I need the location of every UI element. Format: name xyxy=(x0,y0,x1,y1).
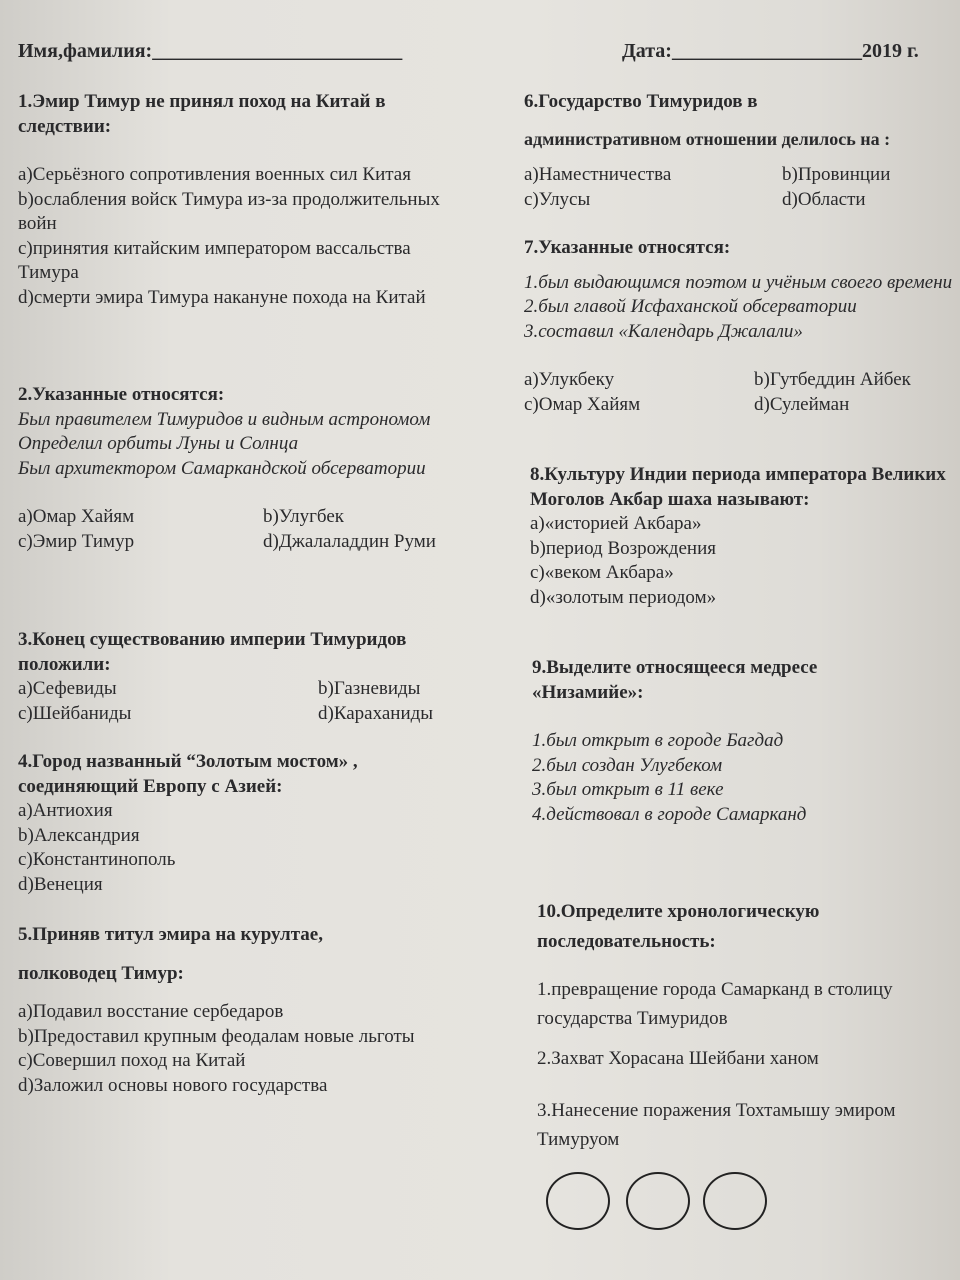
date-label: Дата: xyxy=(622,40,672,62)
question-2-option-c: c)Эмир Тимур xyxy=(18,530,135,552)
question-3-title: 3.Конец существованию империи Тимуридов положили: xyxy=(18,629,407,675)
question-2-title: 2.Указанные относятся: xyxy=(18,384,225,405)
question-5-title-line-2: полководец Тимур: xyxy=(18,962,184,984)
question-10 xyxy=(537,897,947,1154)
question-4 xyxy=(18,750,438,897)
answer-circle-3[interactable] xyxy=(703,1172,767,1230)
question-2-statement: Был архитектором Самаркандской обсерватории xyxy=(18,457,426,479)
question-5-option-a: a)Подавил восстание сербедаров xyxy=(18,1001,284,1022)
name-field xyxy=(18,40,402,63)
question-9-title: 9.Выделите относящееся медресе «Низамийе»: xyxy=(532,657,818,703)
question-2-statement: Был правителем Тимуридов и видным астрономом xyxy=(18,408,431,430)
question-6-option-a: a)Наместничества xyxy=(524,164,672,185)
question-9-statement: 3.был открыт в 11 веке xyxy=(532,779,724,800)
question-2-statement: Определил орбиты Луны и Солнца xyxy=(18,433,299,454)
question-1 xyxy=(18,90,468,310)
question-1-option-a: a)Серьёзного сопротивления военных сил Китая xyxy=(18,164,411,185)
question-8-option-b: b)период Возрождения xyxy=(530,537,716,559)
question-1-option-b: b)ослабления войск Тимура из-за продолжительных войн xyxy=(18,188,440,234)
answer-circle-1[interactable] xyxy=(546,1172,610,1230)
question-6-title-line-1: 6.Государство Тимуридов в xyxy=(524,91,758,112)
question-2-option-a: a)Омар Хайям xyxy=(18,506,135,527)
question-1-option-c: c)принятия китайским императором вассальства Тимура xyxy=(18,237,411,283)
question-7-statement: 3.составил «Календарь Джалали» xyxy=(524,320,803,342)
question-9 xyxy=(532,656,892,827)
question-8-title: 8.Культуру Индии периода императора Великих Моголов Акбар шаха называют: xyxy=(530,464,946,510)
question-7-option-d: d)Сулейман xyxy=(754,393,850,415)
question-4-option-c: c)Константинополь xyxy=(18,849,176,870)
question-7 xyxy=(524,236,954,417)
question-4-option-b: b)Александрия xyxy=(18,824,140,846)
name-blank-line: _________________________ xyxy=(152,40,403,62)
question-5-option-d: d)Заложил основы нового государства xyxy=(18,1074,328,1096)
question-8-option-a: a)«историей Акбара» xyxy=(530,513,702,534)
question-3-option-a: a)Сефевиды xyxy=(18,678,117,699)
name-label: Имя,фамилия: xyxy=(18,40,153,62)
question-1-title: 1.Эмир Тимур не принял поход на Китай в следствии: xyxy=(18,91,386,137)
question-10-statement: 1.превращение города Самарканд в столицу государства Тимуридов xyxy=(537,979,893,1029)
question-7-title: 7.Указанные относятся: xyxy=(524,237,731,258)
question-7-statement: 2.был главой Исфаханской обсерватории xyxy=(524,296,857,317)
question-3-option-d: d)Караханиды xyxy=(318,702,434,724)
question-6-option-d: d)Области xyxy=(782,188,866,210)
question-8-option-c: c)«веком Акбара» xyxy=(530,562,674,583)
question-7-option-a: a)Улукбеку xyxy=(524,369,615,390)
question-2 xyxy=(18,383,468,554)
question-1-option-d: d)смерти эмира Тимура накануне похода на Китай xyxy=(18,286,426,308)
question-5 xyxy=(18,923,438,1098)
question-5-option-c: c)Совершил поход на Китай xyxy=(18,1050,246,1071)
question-6 xyxy=(524,90,954,212)
question-3-option-c: c)Шейбаниды xyxy=(18,702,132,724)
question-4-option-d: d)Венеция xyxy=(18,873,103,895)
question-9-statement: 4.действовал в городе Самарканд xyxy=(532,803,807,825)
question-3 xyxy=(18,628,468,726)
question-10-statement: 2.Захват Хорасана Шейбани ханом xyxy=(537,1048,819,1069)
question-2-option-d: d)Джалаладдин Руми xyxy=(263,530,436,552)
question-4-title: 4.Город названный “Золотым мостом» , соединяющий Европу с Азией: xyxy=(18,751,358,797)
question-8-option-d: d)«золотым периодом» xyxy=(530,586,717,608)
date-field xyxy=(622,40,919,63)
question-6-option-c: c)Улусы xyxy=(524,188,591,210)
question-4-option-a: a)Антиохия xyxy=(18,800,113,821)
answer-circle-2[interactable] xyxy=(626,1172,690,1230)
question-7-option-c: c)Омар Хайям xyxy=(524,393,641,415)
year-label: 2019 г. xyxy=(861,40,919,62)
question-6-title-line-2: административном отношении делилось на : xyxy=(524,128,891,149)
question-5-option-b: b)Предоставил крупным феодалам новые льготы xyxy=(18,1025,415,1047)
question-10-statement: 3.Нанесение поражения Тохтамышу эмиром Тимуруом xyxy=(537,1099,896,1150)
question-2-option-b: b)Улугбек xyxy=(263,506,344,527)
question-8 xyxy=(530,463,960,610)
question-9-statement: 1.был открыт в городе Багдад xyxy=(532,730,784,751)
question-7-option-b: b)Гутбеддин Айбек xyxy=(754,369,911,390)
question-5-title-line-1: 5.Приняв титул эмира на курултае, xyxy=(18,924,323,945)
question-6-option-b: b)Провинции xyxy=(782,164,891,185)
question-10-title: 10.Определите хронологическую последовательность: xyxy=(537,901,820,952)
question-7-statement: 1.был выдающимся поэтом и учёным своего времени xyxy=(524,271,953,293)
date-blank-line: ___________________ xyxy=(671,40,862,62)
question-3-option-b: b)Газневиды xyxy=(318,678,421,699)
question-9-statement: 2.был создан Улугбеком xyxy=(532,754,723,776)
